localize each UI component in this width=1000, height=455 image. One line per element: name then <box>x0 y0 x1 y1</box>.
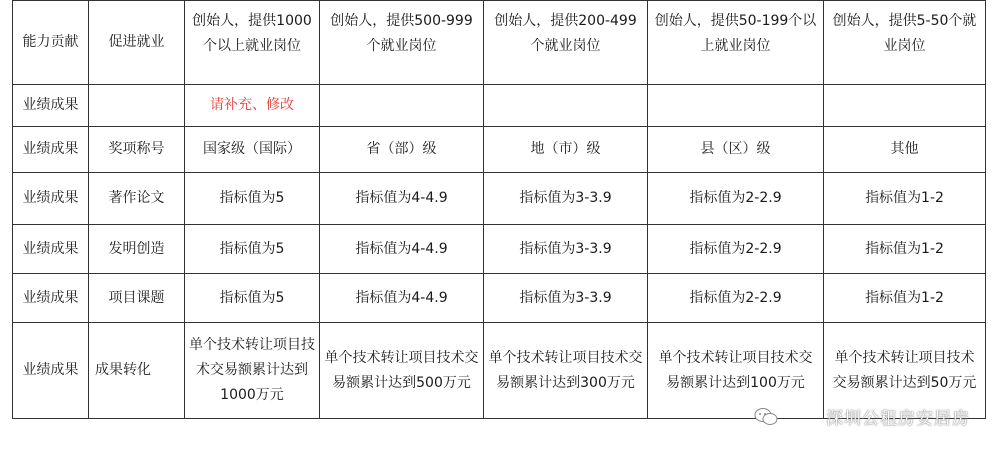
edit-note-cell: 请补充、修改 <box>185 85 320 127</box>
row-item-cell: 项目课题 <box>89 274 185 323</box>
row-category-cell: 业绩成果 <box>13 225 89 274</box>
table-row <box>13 1 986 85</box>
level-2-cell: 指标值为4-4.9 <box>320 225 484 274</box>
level-5-cell <box>824 85 986 127</box>
level-4-cell: 指标值为2-2.9 <box>648 225 824 274</box>
level-1-cell: 创始人，提供1000个以上就业岗位 <box>185 1 320 85</box>
level-1-cell: 单个技术转让项目技术交易额累计达到1000万元 <box>185 323 320 419</box>
table-row <box>13 85 986 127</box>
level-5-cell: 指标值为1-2 <box>824 274 986 323</box>
level-2-cell: 创始人，提供500-999个就业岗位 <box>320 1 484 85</box>
level-3-cell: 指标值为3-3.9 <box>484 225 648 274</box>
table-row <box>13 173 986 225</box>
level-3-cell: 创始人，提供200-499个就业岗位 <box>484 1 648 85</box>
level-2-cell: 指标值为4-4.9 <box>320 274 484 323</box>
level-5-cell: 单个技术转让项目技术交易额累计达到50万元 <box>824 323 986 419</box>
level-4-cell <box>648 85 824 127</box>
table-row <box>13 127 986 173</box>
row-item-cell: 著作论文 <box>89 173 185 225</box>
row-item-cell: 发明创造 <box>89 225 185 274</box>
level-5-cell: 指标值为1-2 <box>824 173 986 225</box>
level-1-cell: 指标值为5 <box>185 173 320 225</box>
level-1-cell: 指标值为5 <box>185 274 320 323</box>
level-4-cell: 指标值为2-2.9 <box>648 173 824 225</box>
level-5-cell: 其他 <box>824 127 986 173</box>
row-category-cell: 业绩成果 <box>13 85 89 127</box>
row-category-cell: 业绩成果 <box>13 127 89 173</box>
level-3-cell <box>484 85 648 127</box>
level-5-cell: 指标值为1-2 <box>824 225 986 274</box>
level-1-cell: 指标值为5 <box>185 225 320 274</box>
level-3-cell: 指标值为3-3.9 <box>484 274 648 323</box>
criteria-table <box>12 0 986 419</box>
row-item-cell: 促进就业 <box>89 1 185 85</box>
level-2-cell: 指标值为4-4.9 <box>320 173 484 225</box>
level-4-cell: 单个技术转让项目技术交易额累计达到100万元 <box>648 323 824 419</box>
watermark-text: 深圳公租房安居房 <box>826 409 970 429</box>
table-row <box>13 225 986 274</box>
level-5-cell: 创始人，提供5-50个就业岗位 <box>824 1 986 85</box>
table-row <box>13 274 986 323</box>
row-item-cell: 奖项称号 <box>89 127 185 173</box>
level-3-cell: 指标值为3-3.9 <box>484 173 648 225</box>
level-2-cell: 省（部）级 <box>320 127 484 173</box>
level-4-cell: 县（区）级 <box>648 127 824 173</box>
row-category-cell: 业绩成果 <box>13 173 89 225</box>
level-2-cell <box>320 85 484 127</box>
level-3-cell: 地（市）级 <box>484 127 648 173</box>
row-category-cell: 业绩成果 <box>13 323 89 419</box>
level-4-cell: 指标值为2-2.9 <box>648 274 824 323</box>
level-3-cell: 单个技术转让项目技术交易额累计达到300万元 <box>484 323 648 419</box>
level-4-cell: 创始人，提供50-199个以上就业岗位 <box>648 1 824 85</box>
level-2-cell: 单个技术转让项目技术交易额累计达到500万元 <box>320 323 484 419</box>
row-item-cell <box>89 85 185 127</box>
level-1-cell: 国家级（国际） <box>185 127 320 173</box>
row-category-cell: 能力贡献 <box>13 1 89 85</box>
row-category-cell: 业绩成果 <box>13 274 89 323</box>
wechat-icon <box>754 407 778 427</box>
row-item-cell: 成果转化 <box>89 323 185 419</box>
